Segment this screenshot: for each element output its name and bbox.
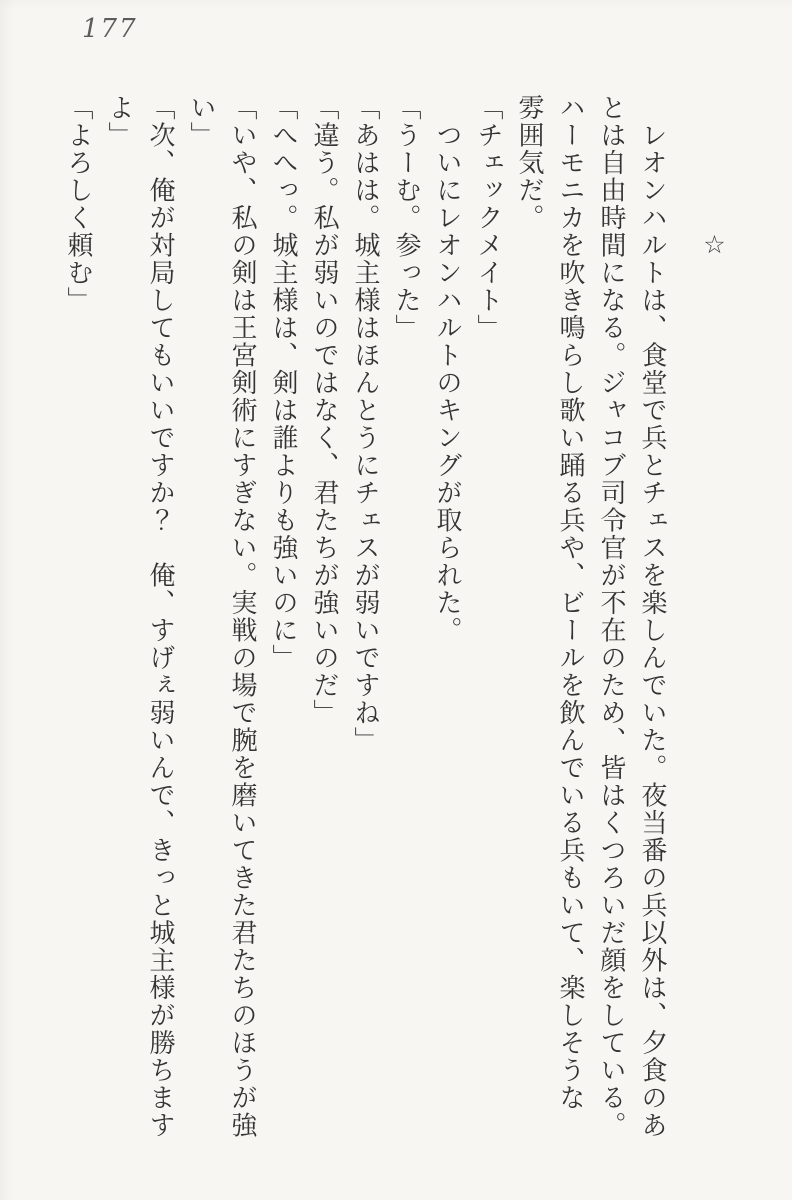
text-line: 「あはは。城主様はほんとうにチェスが弱いですね」 [350,94,380,754]
text-line: よ」 [104,94,134,149]
text-line: 「違う。私が弱いのではなく、君たちが強いのだ」 [309,94,339,727]
vertical-text-block [57,94,735,1174]
text-line: ハーモニカを吹き鳴らし歌い踊る兵や、ビールを飲んでいる兵もいて、楽しそうな [555,94,585,1112]
text-line: 「次、俺が対局してもいいですか？ 俺、すげぇ弱いんで、きっと城主様が勝ちます [145,94,175,1139]
text-line: い」 [186,94,216,149]
text-line: ついにレオンハルトのキングが取られた。 [432,94,462,644]
text-line: とは自由時間になる。ジャコブ司令官が不在のため、皆はくつろいだ顔をしている。 [596,94,626,1139]
text-line: 「いや、私の剣は王宮剣術にすぎない。実戦の場で腕を磨いてきた君たちのほうが強 [227,94,257,1139]
scene-break-star: ☆ [700,230,729,261]
text-line: 「へへっ。城主様は、剣は誰よりも強いのに」 [268,94,298,672]
text-line: 雰囲気だ。 [514,94,544,232]
text-line: 「チェックメイト」 [473,94,503,342]
text-line: レオンハルトは、食堂で兵とチェスを楽しんでいた。夜当番の兵以外は、夕食のあ [637,94,667,1139]
text-line: 「よろしく頼む」 [63,94,93,314]
text-line: 「うーむ。参った」 [391,94,421,342]
page-number: 177 [82,14,138,44]
